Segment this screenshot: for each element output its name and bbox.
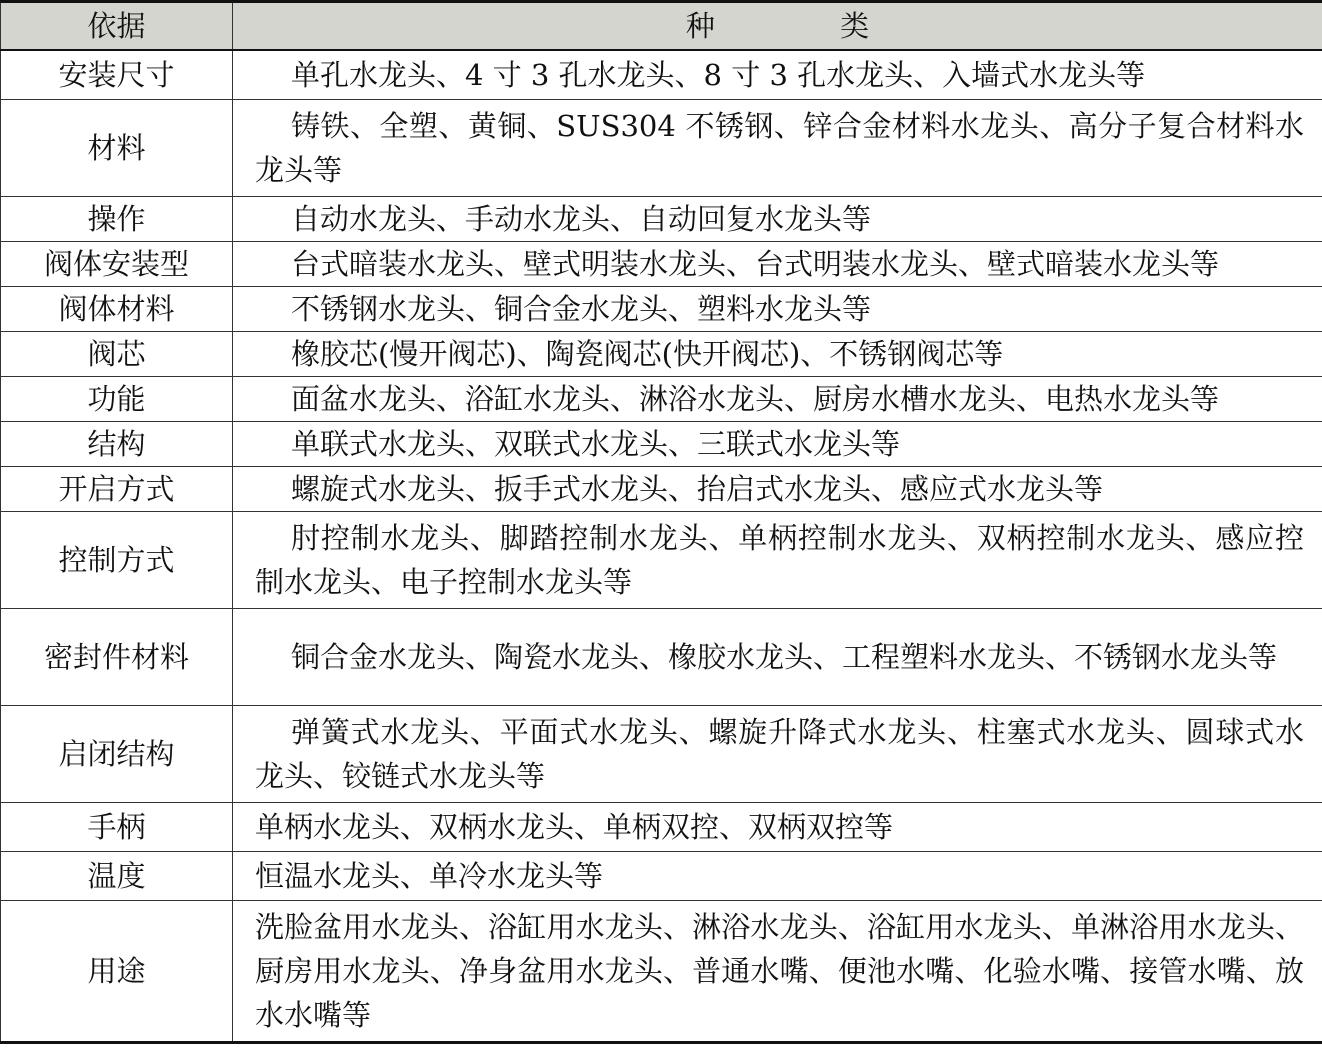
table-row (1, 50, 1322, 100)
types-cell: 洗脸盆用水龙头、浴缸用水龙头、淋浴水龙头、浴缸用水龙头、单淋浴用水龙头、厨房用水龙头、净身盆用水龙头、普通水嘴、便池水嘴、化验水嘴、接管水嘴、放水水嘴等 (233, 901, 1322, 1043)
basis-cell: 安装尺寸 (1, 50, 233, 100)
table-row (1, 422, 1322, 467)
table-header (1, 2, 1322, 51)
types-cell: 单孔水龙头、4 寸 3 孔水龙头、8 寸 3 孔水龙头、入墙式水龙头等 (233, 50, 1322, 100)
table-row (1, 609, 1322, 706)
header-basis: 依据 (1, 2, 233, 51)
types-cell: 自动水龙头、手动水龙头、自动回复水龙头等 (233, 197, 1322, 242)
types-cell: 恒温水龙头、单冷水龙头等 (233, 852, 1322, 901)
basis-cell: 阀体安装型 (1, 242, 233, 287)
types-cell: 单联式水龙头、双联式水龙头、三联式水龙头等 (233, 422, 1322, 467)
basis-cell: 操作 (1, 197, 233, 242)
header-row (1, 2, 1322, 51)
types-cell: 单柄水龙头、双柄水龙头、单柄双控、双柄双控等 (233, 803, 1322, 852)
table-row (1, 242, 1322, 287)
types-cell: 台式暗装水龙头、壁式明装水龙头、台式明装水龙头、壁式暗装水龙头等 (233, 242, 1322, 287)
basis-cell: 功能 (1, 377, 233, 422)
table-row (1, 100, 1322, 197)
basis-cell: 开启方式 (1, 467, 233, 512)
types-cell: 橡胶芯(慢开阀芯)、陶瓷阀芯(快开阀芯)、不锈钢阀芯等 (233, 332, 1322, 377)
basis-cell: 材料 (1, 100, 233, 197)
basis-cell: 结构 (1, 422, 233, 467)
basis-cell: 阀体材料 (1, 287, 233, 332)
table-row (1, 852, 1322, 901)
header-types: 种 类 (233, 2, 1322, 51)
basis-cell: 控制方式 (1, 512, 233, 609)
table-row (1, 377, 1322, 422)
types-cell: 弹簧式水龙头、平面式水龙头、螺旋升降式水龙头、柱塞式水龙头、圆球式水龙头、铰链式水龙头等 (233, 706, 1322, 803)
table-row (1, 706, 1322, 803)
types-cell: 面盆水龙头、浴缸水龙头、淋浴水龙头、厨房水槽水龙头、电热水龙头等 (233, 377, 1322, 422)
types-cell: 螺旋式水龙头、扳手式水龙头、抬启式水龙头、感应式水龙头等 (233, 467, 1322, 512)
table-row (1, 287, 1322, 332)
table-row (1, 197, 1322, 242)
types-cell: 肘控制水龙头、脚踏控制水龙头、单柄控制水龙头、双柄控制水龙头、感应控制水龙头、电子控制水龙头等 (233, 512, 1322, 609)
table-row (1, 332, 1322, 377)
table-row (1, 803, 1322, 852)
table-body (1, 50, 1322, 1043)
types-cell: 不锈钢水龙头、铜合金水龙头、塑料水龙头等 (233, 287, 1322, 332)
types-cell: 铸铁、全塑、黄铜、SUS304 不锈钢、锌合金材料水龙头、高分子复合材料水龙头等 (233, 100, 1322, 197)
types-cell: 铜合金水龙头、陶瓷水龙头、橡胶水龙头、工程塑料水龙头、不锈钢水龙头等 (233, 609, 1322, 706)
basis-cell: 用途 (1, 901, 233, 1043)
basis-cell: 温度 (1, 852, 233, 901)
basis-cell: 启闭结构 (1, 706, 233, 803)
basis-cell: 手柄 (1, 803, 233, 852)
table-row (1, 467, 1322, 512)
basis-cell: 阀芯 (1, 332, 233, 377)
basis-cell: 密封件材料 (1, 609, 233, 706)
table-row (1, 901, 1322, 1043)
table-row (1, 512, 1322, 609)
